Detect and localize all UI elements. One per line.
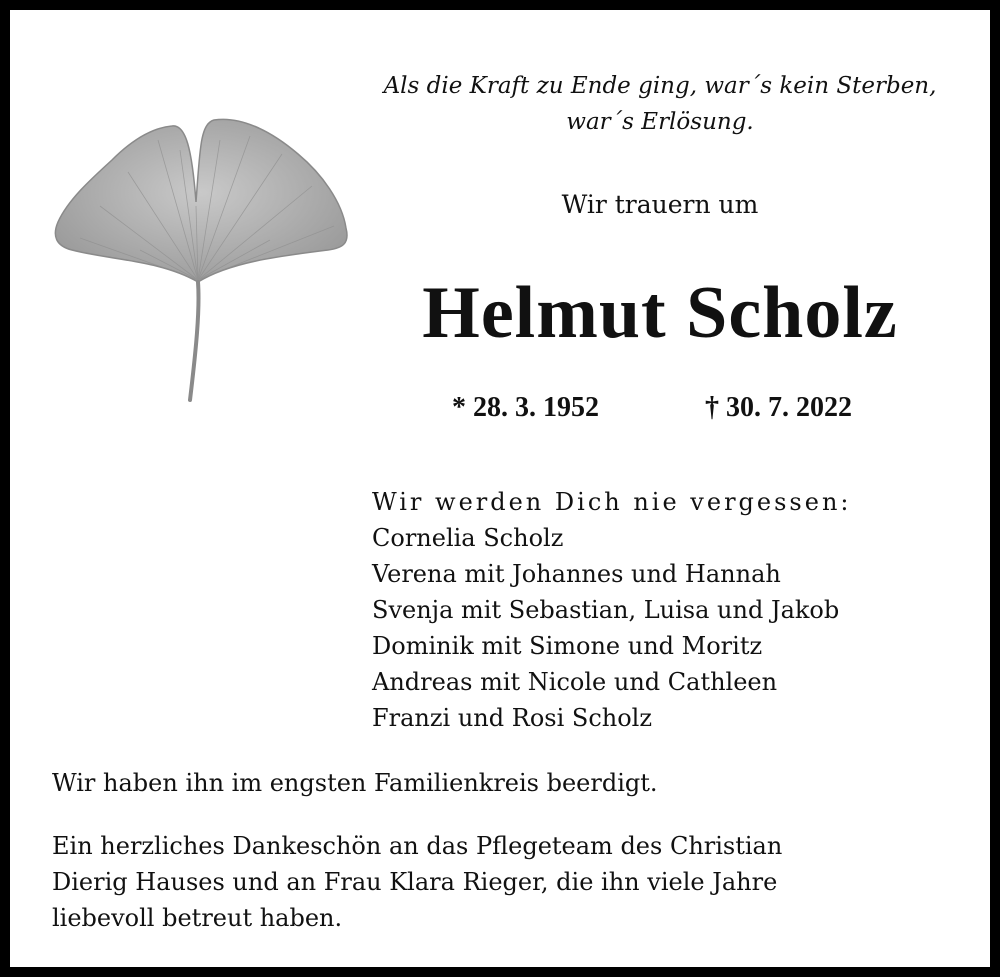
quote-line-2: war´s Erlösung. <box>566 109 754 135</box>
ginkgo-leaf-icon <box>50 110 350 410</box>
quote <box>360 68 960 140</box>
burial-note <box>52 765 658 801</box>
mourner-name: Verena mit Johannes und Hannah <box>372 560 781 588</box>
thanks-line-2: Dierig Hauses und an Frau Klara Rieger, die ihn viele Jahre <box>52 868 778 896</box>
deceased-name: Helmut Scholz <box>422 272 898 354</box>
mourner-name: Svenja mit Sebastian, Luisa und Jakob <box>372 596 840 624</box>
burial-note-text: Wir haben ihn im engsten Familienkreis beerdigt. <box>52 769 658 797</box>
birth-date: * 28. 3. 1952 <box>452 392 599 423</box>
death-date: † 30. 7. 2022 <box>705 392 852 423</box>
thanks-line-3: liebevoll betreut haben. <box>52 904 343 932</box>
thanks-line-1: Ein herzliches Dankeschön an das Pflegeteam des Christian <box>52 832 783 860</box>
thanks-paragraph <box>52 828 782 936</box>
mourner-name: Andreas mit Nicole und Cathleen <box>372 668 778 696</box>
mourner-name: Cornelia Scholz <box>372 524 564 552</box>
intro-text: Wir trauern um <box>561 190 759 219</box>
quote-line-1: Als die Kraft zu Ende ging, war´s kein Sterben, <box>383 73 937 99</box>
mourners-heading: Wir werden Dich nie vergessen: <box>372 488 852 516</box>
mourners-list <box>372 484 851 736</box>
mourner-name: Dominik mit Simone und Moritz <box>372 632 763 660</box>
obituary-notice <box>10 10 990 967</box>
mourner-name: Franzi und Rosi Scholz <box>372 704 652 732</box>
